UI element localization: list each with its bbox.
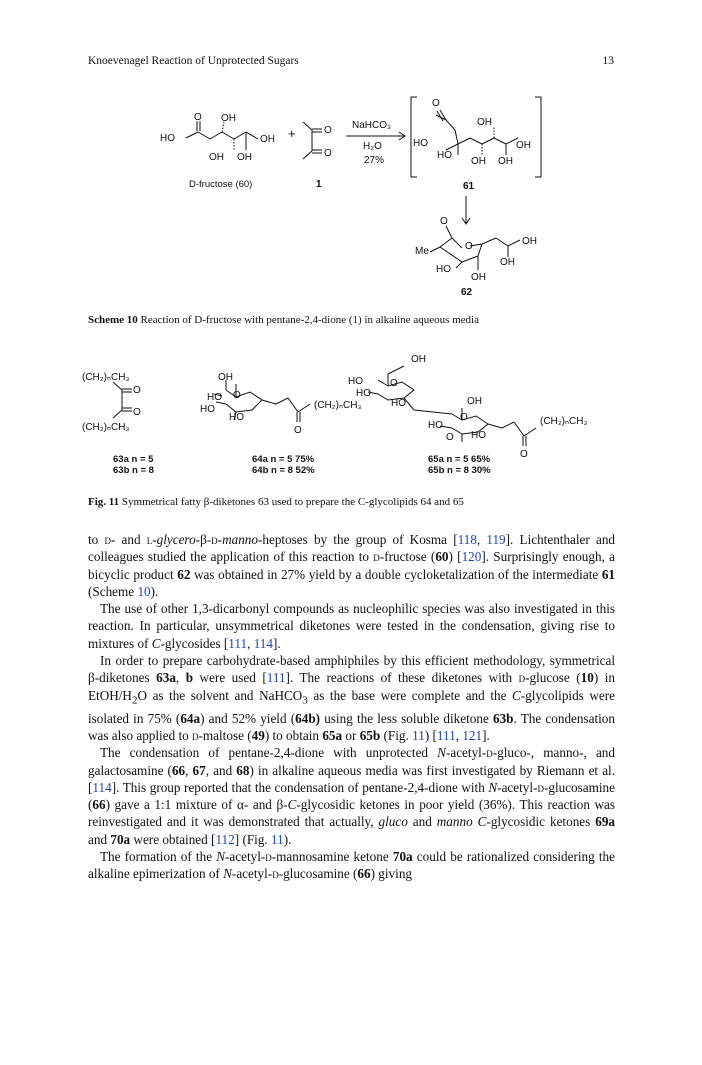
citation-link[interactable]: 111 (266, 670, 286, 686)
fig-11-caption-prefix: Fig. 11 (88, 496, 120, 508)
diketone-label: 1 (316, 179, 322, 190)
svg-text:O: O (440, 216, 448, 227)
svg-text:OH: OH (522, 236, 537, 247)
paragraph-1: to d- and l-glycero-β-d-manno-heptoses by the group of Kosma [118, 119]. Lichtenthaler and colleagues studied the application of this reaction to d-fructose (60) [120]. Surprisingly enough, a bicyclic product 62 was obtained in 27% yield by a double cycloketalization of the intermediate 61 (Scheme 10). (88, 532, 616, 599)
product-label: 62 (461, 287, 473, 298)
citation-link[interactable]: 121 (462, 727, 483, 743)
svg-text:HO: HO (229, 412, 244, 423)
scheme-link[interactable]: 10 (137, 583, 151, 599)
scheme-10-atom-labels (160, 98, 537, 283)
label-63b: 63b n = 8 (113, 465, 154, 476)
paragraph-3: In order to prepare carbohydrate-based amphiphiles by this efficient methodology, symmetrical β-diketones 63a, b were used [111]. The reactions of these diketones with d-glucose (10) in EtOH/$H_2O$ as the solvent and NaHCO$_3$ as the base were complete and the C-glycolipids were isolated in 75% (64a) and 52% yield (64b) using the less soluble diketone 63b. The condensation was also applied to d-maltose (49) to obtain 65a or 65b (Fig. 11) [111, 121]. (88, 653, 615, 743)
svg-text:O: O (460, 412, 468, 423)
svg-text:OH: OH (498, 156, 513, 167)
svg-text:HO: HO (348, 376, 363, 387)
svg-text:O: O (194, 112, 202, 123)
svg-text:OH: OH (218, 372, 233, 383)
paragraph-4: The condensation of pentane-2,4-dione with unprotected N-acetyl-d-gluco-, manno-, and galactosamine (66, 67, and 68) in alkaline aqueous media was first investigated by Riemann et al. [114]. This group reported that the condensation of pentane-2,4-dione with N-acetyl-d-glucosamine (66) gave a 1:1 mixture of α- and β-C-glycosidic ketones in poor yield (36%). This reaction was reinvestigated and it was demonstrated that actually, gluco and manno C-glycosidic ketones 69a and 70a were obtained [112] (Fig. 11). (88, 745, 616, 847)
svg-text:OH: OH (467, 396, 482, 407)
svg-text:O: O (133, 407, 141, 418)
svg-text:OH: OH (471, 272, 486, 283)
reagent-label: NaHCO₃ (352, 120, 392, 131)
citation-link[interactable]: 119 (486, 532, 506, 547)
scheme-10-caption (88, 313, 618, 327)
scheme-10-text-labels (189, 120, 475, 298)
fig-11-compound-labels (113, 454, 491, 476)
citation-link[interactable]: 111 (228, 635, 248, 651)
svg-text:HO: HO (436, 264, 451, 275)
label-64a: 64a n = 5 75% (252, 454, 315, 465)
citation-link[interactable]: 120 (461, 549, 482, 565)
scheme-10-caption-text: Reaction of D-fructose with pentane-2,4-dione (1) in alkaline aqueous media (140, 314, 479, 326)
svg-text:O: O (465, 241, 473, 252)
svg-text:HO: HO (437, 150, 452, 161)
svg-text:OH: OH (471, 156, 486, 167)
svg-text:O: O (233, 390, 241, 401)
svg-text:O: O (324, 125, 332, 136)
svg-text:HO: HO (391, 398, 406, 409)
svg-text:OH: OH (221, 113, 236, 124)
page-number: 13 (602, 55, 614, 67)
svg-text:HO: HO (413, 138, 428, 149)
citation-link[interactable]: 112 (215, 831, 235, 847)
svg-text:O: O (432, 98, 440, 109)
chain-label-65: (CH₂)ₙCH₃ (540, 416, 588, 427)
svg-text:HO: HO (471, 430, 486, 441)
label-65a: 65a n = 5 65% (428, 454, 491, 465)
figure-link[interactable]: 11 (412, 727, 425, 743)
label-63a: 63a n = 5 (113, 454, 154, 465)
chain-label-top: (CH₂)ₙCH₃ (82, 372, 130, 383)
svg-text:O: O (294, 425, 302, 436)
svg-text:OH: OH (260, 134, 275, 145)
svg-text:OH: OH (477, 117, 492, 128)
svg-text:O: O (390, 378, 398, 389)
label-64b: 64b n = 8 52% (252, 465, 315, 476)
svg-text:OH: OH (500, 257, 515, 268)
chain-label-64: (CH₂)ₙCH₃ (314, 400, 362, 411)
paragraph-2: The use of other 1,3-dicarbonyl compounds as nucleophilic species was also investigated in this reaction. In particular, unsymmetrical diketones were tested in the condensation, giving rise to mixtures of C-glycosides [111, 114]. (88, 601, 615, 651)
body-text (88, 531, 615, 883)
fructose-label: D-fructose (60) (189, 179, 253, 190)
citation-link[interactable]: 114 (92, 779, 112, 795)
scheme-10-caption-prefix: Scheme 10 (88, 314, 138, 326)
svg-text:OH: OH (516, 140, 531, 151)
citation-link[interactable]: 111 (436, 727, 456, 743)
intermediate-label: 61 (463, 181, 475, 192)
chain-label-bottom: (CH₂)ₙCH₃ (82, 422, 130, 433)
svg-text:HO: HO (428, 420, 443, 431)
solvent-label: H₂O (363, 141, 382, 152)
svg-text:HO: HO (356, 388, 371, 399)
label-65b: 65b n = 8 30% (428, 465, 491, 476)
svg-text:OH: OH (209, 152, 224, 163)
fig-11-caption (88, 495, 618, 509)
paragraph-5: The formation of the N-acetyl-d-mannosamine ketone 70a could be rationalized considering the alkaline epimerization of N-acetyl-d-glucosamine (66) giving (88, 848, 616, 882)
svg-text:O: O (520, 449, 528, 460)
svg-text:HO: HO (207, 392, 222, 403)
svg-text:O: O (324, 148, 332, 159)
svg-text:OH: OH (411, 354, 426, 365)
svg-text:O: O (446, 432, 454, 443)
citation-link[interactable]: 118 (457, 532, 477, 547)
fig-11-atom-labels (82, 354, 588, 460)
svg-text:O: O (133, 385, 141, 396)
svg-text:HO: HO (160, 133, 175, 144)
fig-11-caption-text: Symmetrical fatty β-diketones 63 used to prepare the C-glycolipids 64 and 65 (121, 496, 464, 508)
svg-text:Me: Me (415, 246, 429, 257)
figure-link[interactable]: 11 (271, 831, 284, 847)
svg-text:+: + (288, 126, 296, 141)
yield-label: 27% (364, 155, 385, 166)
citation-link[interactable]: 114 (253, 635, 273, 651)
svg-text:OH: OH (237, 152, 252, 163)
svg-text:HO: HO (200, 404, 215, 415)
running-title: Knoevenagel Reaction of Unprotected Sugars (88, 55, 299, 67)
